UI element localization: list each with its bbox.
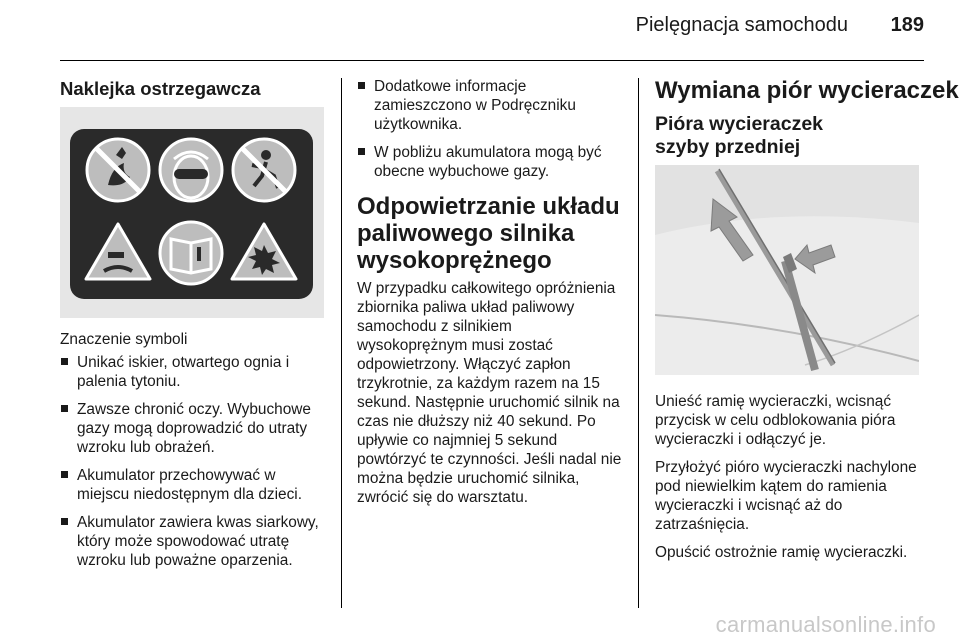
column-1 <box>60 78 328 100</box>
column-1-body <box>60 330 330 579</box>
wiper-paragraph-1: Unieść ramię wycieraczki, wcisnąć przycisk w celu odblokowania pióra wycieraczki i odłączyć je. <box>655 393 896 448</box>
column-3-body <box>655 392 927 562</box>
no-fire-icon <box>87 139 149 201</box>
wiper-removal-diagram <box>655 165 919 375</box>
list-item: Akumulator przechowywać w miejscu niedostępnym dla dzieci. <box>60 466 330 504</box>
column-divider-1 <box>341 78 342 608</box>
heading-fuel-bleeding: Odpowietrzanie układu paliwowego silnika wysokoprężnego <box>357 193 620 274</box>
list-item: Akumulator zawiera kwas siarkowy, który może spowodować utratę wzroku lub poważne oparzenia. <box>60 513 330 570</box>
wiper-paragraph-3: Opuścić ostrożnie ramię wycieraczki. <box>655 544 908 561</box>
symbols-list <box>60 353 330 570</box>
wiper-paragraph-2: Przyłożyć pióro wycieraczki nachylone pod niewielkim kątem do ramienia wycieraczki i wcisnąć aż do zatrzaśnięcia. <box>655 459 917 533</box>
list-item: Zawsze chronić oczy. Wybuchowe gazy mogą doprowadzić do utraty wzroku lub obrażeń. <box>60 400 330 457</box>
battery-warning-sticker <box>60 107 324 318</box>
column-2 <box>357 77 625 507</box>
read-manual-icon <box>160 222 222 284</box>
wiper-illustration <box>655 165 919 375</box>
warning-label-image <box>60 107 324 318</box>
list-item: W pobliżu akumulatora mogą być obecne wybuchowe gazy. <box>357 143 625 181</box>
eye-protection-icon <box>160 139 222 201</box>
header-divider <box>60 60 924 61</box>
heading-wiper-replacement: Wymiana piór wycieraczek <box>655 77 959 104</box>
page-number: 189 <box>890 14 924 36</box>
info-list <box>357 77 625 181</box>
list-item: Unikać iskier, otwartego ognia i palenia tytoniu. <box>60 353 330 391</box>
keep-children-away-icon <box>233 139 295 201</box>
watermark: carmanualsonline.info <box>715 612 936 637</box>
fuel-bleeding-paragraph: W przypadku całkowitego opróżnienia zbiornika paliwa układ paliwowy samochodu z silnikiem wysokoprężnym musi zostać odpowietrzony. Włączyć zapłon trzykrotnie, za każdym razem na 15 sekund. Następnie uruchomić silnik na czas nie dłuższy niż 40 sekund. Po upływie co najmniej 5 sekund powtórzyć te czynności. Jeśli nadal nie można będzie uruchomić silnika, zwrócić się do warsztatu. <box>357 280 622 506</box>
page-header-title: Pielęgnacja samochodu <box>635 14 848 36</box>
column-3 <box>655 77 959 159</box>
column-divider-2 <box>638 78 639 608</box>
section-title-warning-label: Naklejka ostrzegawcza <box>60 78 261 99</box>
list-item: Dodatkowe informacje zamieszczono w Podręczniku użytkownika. <box>357 77 625 134</box>
symbols-caption: Znaczenie symboli <box>60 331 188 348</box>
subheading-windscreen-wipers: Pióra wycieraczek szyby przedniej <box>655 113 824 158</box>
